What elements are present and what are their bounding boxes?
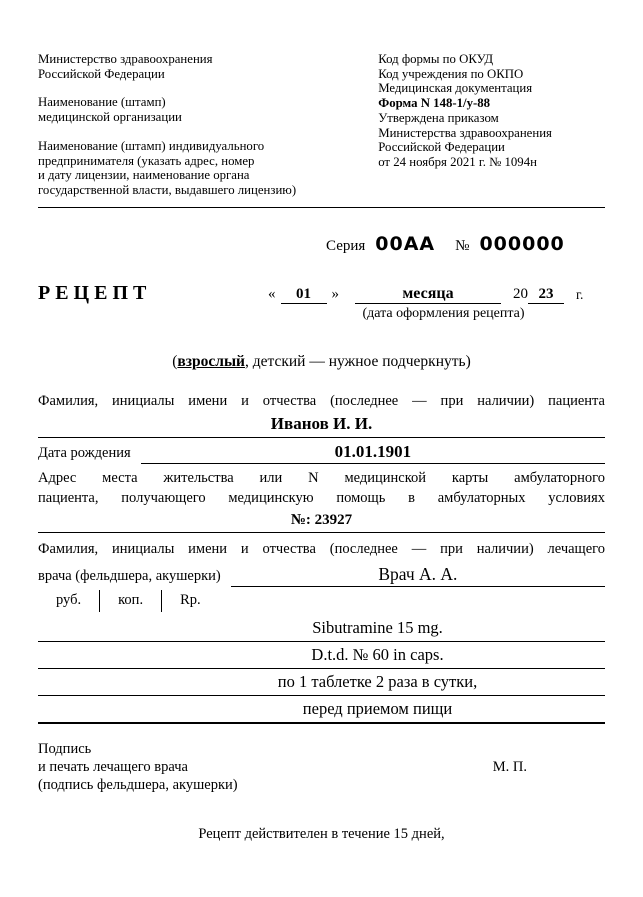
ministry-line: Российской Федерации [38,66,165,81]
number-value: 000000 [479,232,565,255]
approval-line: Утверждена приказом [378,110,499,125]
ministry-block [38,52,378,81]
number-sign: № [455,237,470,254]
century-prefix: 20 [513,285,528,302]
doctor-name-field: Врач А. А. [231,563,605,587]
rub-label: руб. [56,592,82,609]
birth-date-field: 01.01.1901 [141,441,605,464]
quote-open: « [268,285,276,302]
doctor-name-label: Фамилия, инициалы имени и отчества (последнее — при наличии) лечащего [38,540,605,557]
adult-option: взрослый [177,352,245,370]
age-category-line [38,353,605,371]
form-content [38,0,605,843]
rp-label: Rp. [180,592,201,609]
org-stamp-line: Наименование (штамп) [38,95,166,110]
prescription-line: по 1 таблетке 2 раза в сутки, [38,669,605,696]
date-caption: (дата оформления рецепта) [362,305,525,321]
signature-label-line: (подпись фельдшера, акушерки) [38,776,238,793]
age-line-rest: , детский — нужное подчеркнуть) [244,352,471,370]
card-number-field: №: 23927 [38,508,605,533]
org-stamp-block [38,95,378,124]
okpo-code-line: Код учреждения по ОКПО [378,66,524,81]
kop-label: коп. [118,592,144,609]
entrepreneur-stamp-line: и дату лицензии, наименование органа [38,168,250,183]
series-label: Серия [326,237,366,254]
signature-label-line: и печать лечащего врача [38,758,188,775]
recept-title-row [38,280,605,322]
cost-row [38,589,605,613]
entrepreneur-stamp-line: предпринимателя (указать адрес, номер [38,153,255,168]
series-number-row [38,233,605,255]
date-line [256,280,605,304]
date-part [256,280,605,322]
prescription-line: D.t.d. № 60 in caps. [38,642,605,669]
org-stamp-line: медицинской организации [38,110,182,125]
doctor-name-label-2: врача (фельдшера, акушерки) [38,567,221,584]
signature-block [38,740,605,794]
entrepreneur-stamp-line: государственной власти, выдавшего лицензию) [38,182,297,197]
entrepreneur-stamp-block [38,139,378,198]
month-field: месяца [355,285,501,304]
paren-open: ( [172,352,178,370]
approval-order-line: от 24 ноября 2021 г. № 1094н [378,154,537,169]
prescription-line: Sibutramine 15 mg. [38,615,605,642]
divider-bar [161,590,162,612]
doctor-name-row [38,559,605,587]
stamp-place-label: М. П. [492,758,527,775]
ministry-line: Министерство здравоохранения [38,52,213,66]
header-right-column [378,52,605,198]
form-header [38,0,605,208]
series-value: 00AA [375,232,436,255]
divider-bar [99,590,100,612]
address-label-line: пациента, получающего медицинскую помощь в амбулаторных условиях [38,489,605,506]
header-left-column [38,52,378,198]
approval-line: Российской Федерации [378,140,505,155]
year-field: 23 [528,286,564,304]
birth-date-label: Дата рождения [38,444,131,461]
year-suffix: г. [576,286,584,302]
patient-name-field: Иванов И. И. [38,411,605,438]
recept-title: РЕЦЕПТ [38,281,152,304]
approval-line: Министерства здравоохранения [378,125,552,140]
signature-stamp-row [38,758,605,776]
signature-label-line: Подпись [38,740,92,757]
validity-note: Рецепт действителен в течение 15 дней, [198,825,445,842]
address-label-line: Адрес места жительства или N медицинской карты амбулаторного [38,469,605,486]
medical-doc-line: Медицинская документация [378,81,533,96]
patient-name-label: Фамилия, инициалы имени и отчества (последнее — при наличии) пациента [38,392,605,409]
okud-code-line: Код формы по ОКУД [378,52,494,66]
form-number-line: Форма N 148-1/у-88 [378,96,491,111]
quote-close: » [331,285,339,302]
prescription-block [38,615,605,724]
entrepreneur-stamp-line: Наименование (штамп) индивидуального [38,138,265,153]
birth-date-row [38,438,605,464]
day-field: 01 [281,286,327,304]
prescription-line: перед приемом пищи [38,696,605,724]
